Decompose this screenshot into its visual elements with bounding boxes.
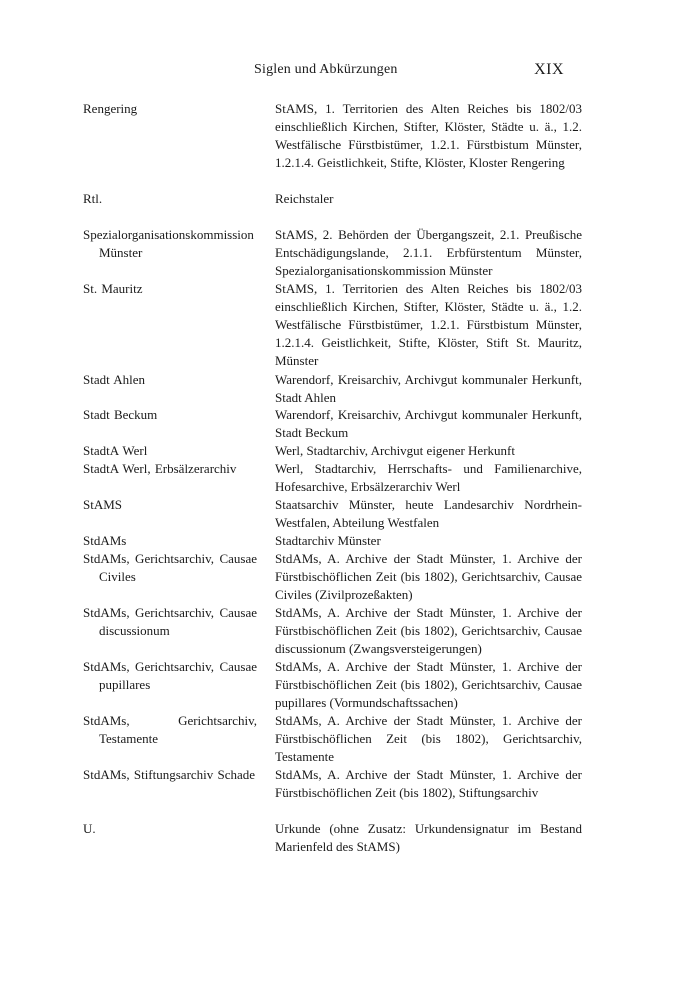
abbreviation-term: StdAMs, Stiftungsarchiv Schade <box>83 767 256 782</box>
abbreviation-definition: StAMS, 1. Territorien des Alten Reiches bis 1802/03 einschließlich Kirchen, Stifter, Klöster, Städte u. ä., 1.2. Westfälische Fürstbistümer, 1.2.1. Fürstbistum Münster, 1.2.1.4. Geistlichkeit, Stifte, Klöster, Kloster Rengering <box>275 101 582 170</box>
abbreviation-term: StdAMs <box>83 533 127 548</box>
abbreviation-entry <box>83 442 582 460</box>
abbreviation-term: StdAMs, Gerichtsarchiv, Causae discussionum <box>83 605 257 638</box>
page-number: XIX <box>534 61 564 78</box>
running-title: Siglen und Abkürzungen <box>254 62 398 77</box>
abbreviation-definition: StdAMs, A. Archive der Stadt Münster, 1. Archive der Fürstbischöflichen Zeit (bis 1802), Gerichtsarchiv, Causae Civiles (Zivilprozeßakten) <box>275 551 582 602</box>
abbreviation-term: Spezialorganisationskommission Münster <box>83 227 254 260</box>
abbreviation-definition: Staatsarchiv Münster, heute Landesarchiv Nordrhein-Westfalen, Abteilung Westfalen <box>275 497 582 530</box>
abbreviation-definition: StdAMs, A. Archive der Stadt Münster, 1. Archive der Fürstbischöflichen Zeit (bis 1802), Stiftungsarchiv <box>275 767 582 800</box>
abbreviation-entry <box>83 712 582 766</box>
abbreviation-entry <box>83 496 582 532</box>
abbreviation-term: Stadt Beckum <box>83 407 158 422</box>
abbreviation-entry <box>83 766 582 802</box>
abbreviation-term: St. Mauritz <box>83 281 143 296</box>
abbreviation-entry <box>83 604 582 658</box>
abbreviation-entry <box>83 460 582 496</box>
abbreviation-definition: Warendorf, Kreisarchiv, Archivgut kommunaler Herkunft, Stadt Beckum <box>275 407 582 440</box>
abbreviation-entry <box>83 820 582 856</box>
abbreviation-term: StdAMs, Gerichtsarchiv, Causae pupillares <box>83 659 257 692</box>
abbreviation-entry <box>83 658 582 712</box>
abbreviation-definition: StdAMs, A. Archive der Stadt Münster, 1. Archive der Fürstbischöflichen Zeit (bis 1802), Gerichtsarchiv, Causae discussionum (Zwangsversteigerungen) <box>275 605 582 656</box>
abbreviation-definition: Stadtarchiv Münster <box>275 533 381 548</box>
abbreviation-definition: StAMS, 2. Behörden der Übergangszeit, 2.1. Preußische Entschädigungslande, 2.1.1. Erbfürstentum Münster, Spezialorganisationskommission Münster <box>275 227 582 278</box>
abbreviation-definition: Reichstaler <box>275 191 334 206</box>
abbreviation-term: Rengering <box>83 101 138 116</box>
abbreviation-entry <box>83 100 582 172</box>
abbreviation-entry <box>83 406 582 442</box>
abbreviation-term: StadtA Werl, Erbsälzerarchiv <box>83 461 237 476</box>
abbreviation-definition: Werl, Stadtarchiv, Herrschafts- und Familienarchive, Hofesarchive, Erbsälzerarchiv Werl <box>275 461 582 494</box>
abbreviation-term: U. <box>83 821 96 836</box>
abbreviation-definition: StdAMs, A. Archive der Stadt Münster, 1. Archive der Fürstbischöflichen Zeit (bis 1802), Gerichtsarchiv, Causae pupillares (Vormundschaftssachen) <box>275 659 582 710</box>
abbreviation-term: StdAMs, Gerichtsarchiv, Causae Civiles <box>83 551 257 584</box>
abbreviation-definition: StdAMs, A. Archive der Stadt Münster, 1. Archive der Fürstbischöflichen Zeit (bis 1802), Gerichtsarchiv, Testamente <box>275 713 582 764</box>
abbreviation-term: StadtA Werl <box>83 443 148 458</box>
abbreviation-definition: Warendorf, Kreisarchiv, Archivgut kommunaler Herkunft, Stadt Ahlen <box>275 372 582 405</box>
abbreviation-term: Stadt Ahlen <box>83 372 146 387</box>
abbreviation-entry <box>83 550 582 604</box>
abbreviation-entry <box>83 280 582 370</box>
abbreviation-entry <box>83 226 582 280</box>
abbreviation-entry <box>83 190 582 208</box>
abbreviation-definition: StAMS, 1. Territorien des Alten Reiches bis 1802/03 einschließlich Kirchen, Stifter, Klöster, Städte u. ä., 1.2. Westfälische Fürstbistümer, 1.2.1. Fürstbistum Münster, 1.2.1.4. Geistlichkeit, Stifte, Klöster, Stift St. Mauritz, Münster <box>275 281 582 368</box>
abbreviation-term: Rtl. <box>83 191 103 206</box>
abbreviation-definition: Werl, Stadtarchiv, Archivgut eigener Herkunft <box>275 443 515 458</box>
abbreviation-term: StAMS <box>83 497 123 512</box>
abbreviation-entry <box>83 532 582 550</box>
running-head <box>0 62 700 82</box>
abbreviation-term: StdAMs, Gerichtsarchiv, Testamente <box>83 713 257 746</box>
abbreviation-definition: Urkunde (ohne Zusatz: Urkundensignatur im Bestand Marienfeld des StAMS) <box>275 821 582 854</box>
abbreviation-entry <box>83 371 582 407</box>
